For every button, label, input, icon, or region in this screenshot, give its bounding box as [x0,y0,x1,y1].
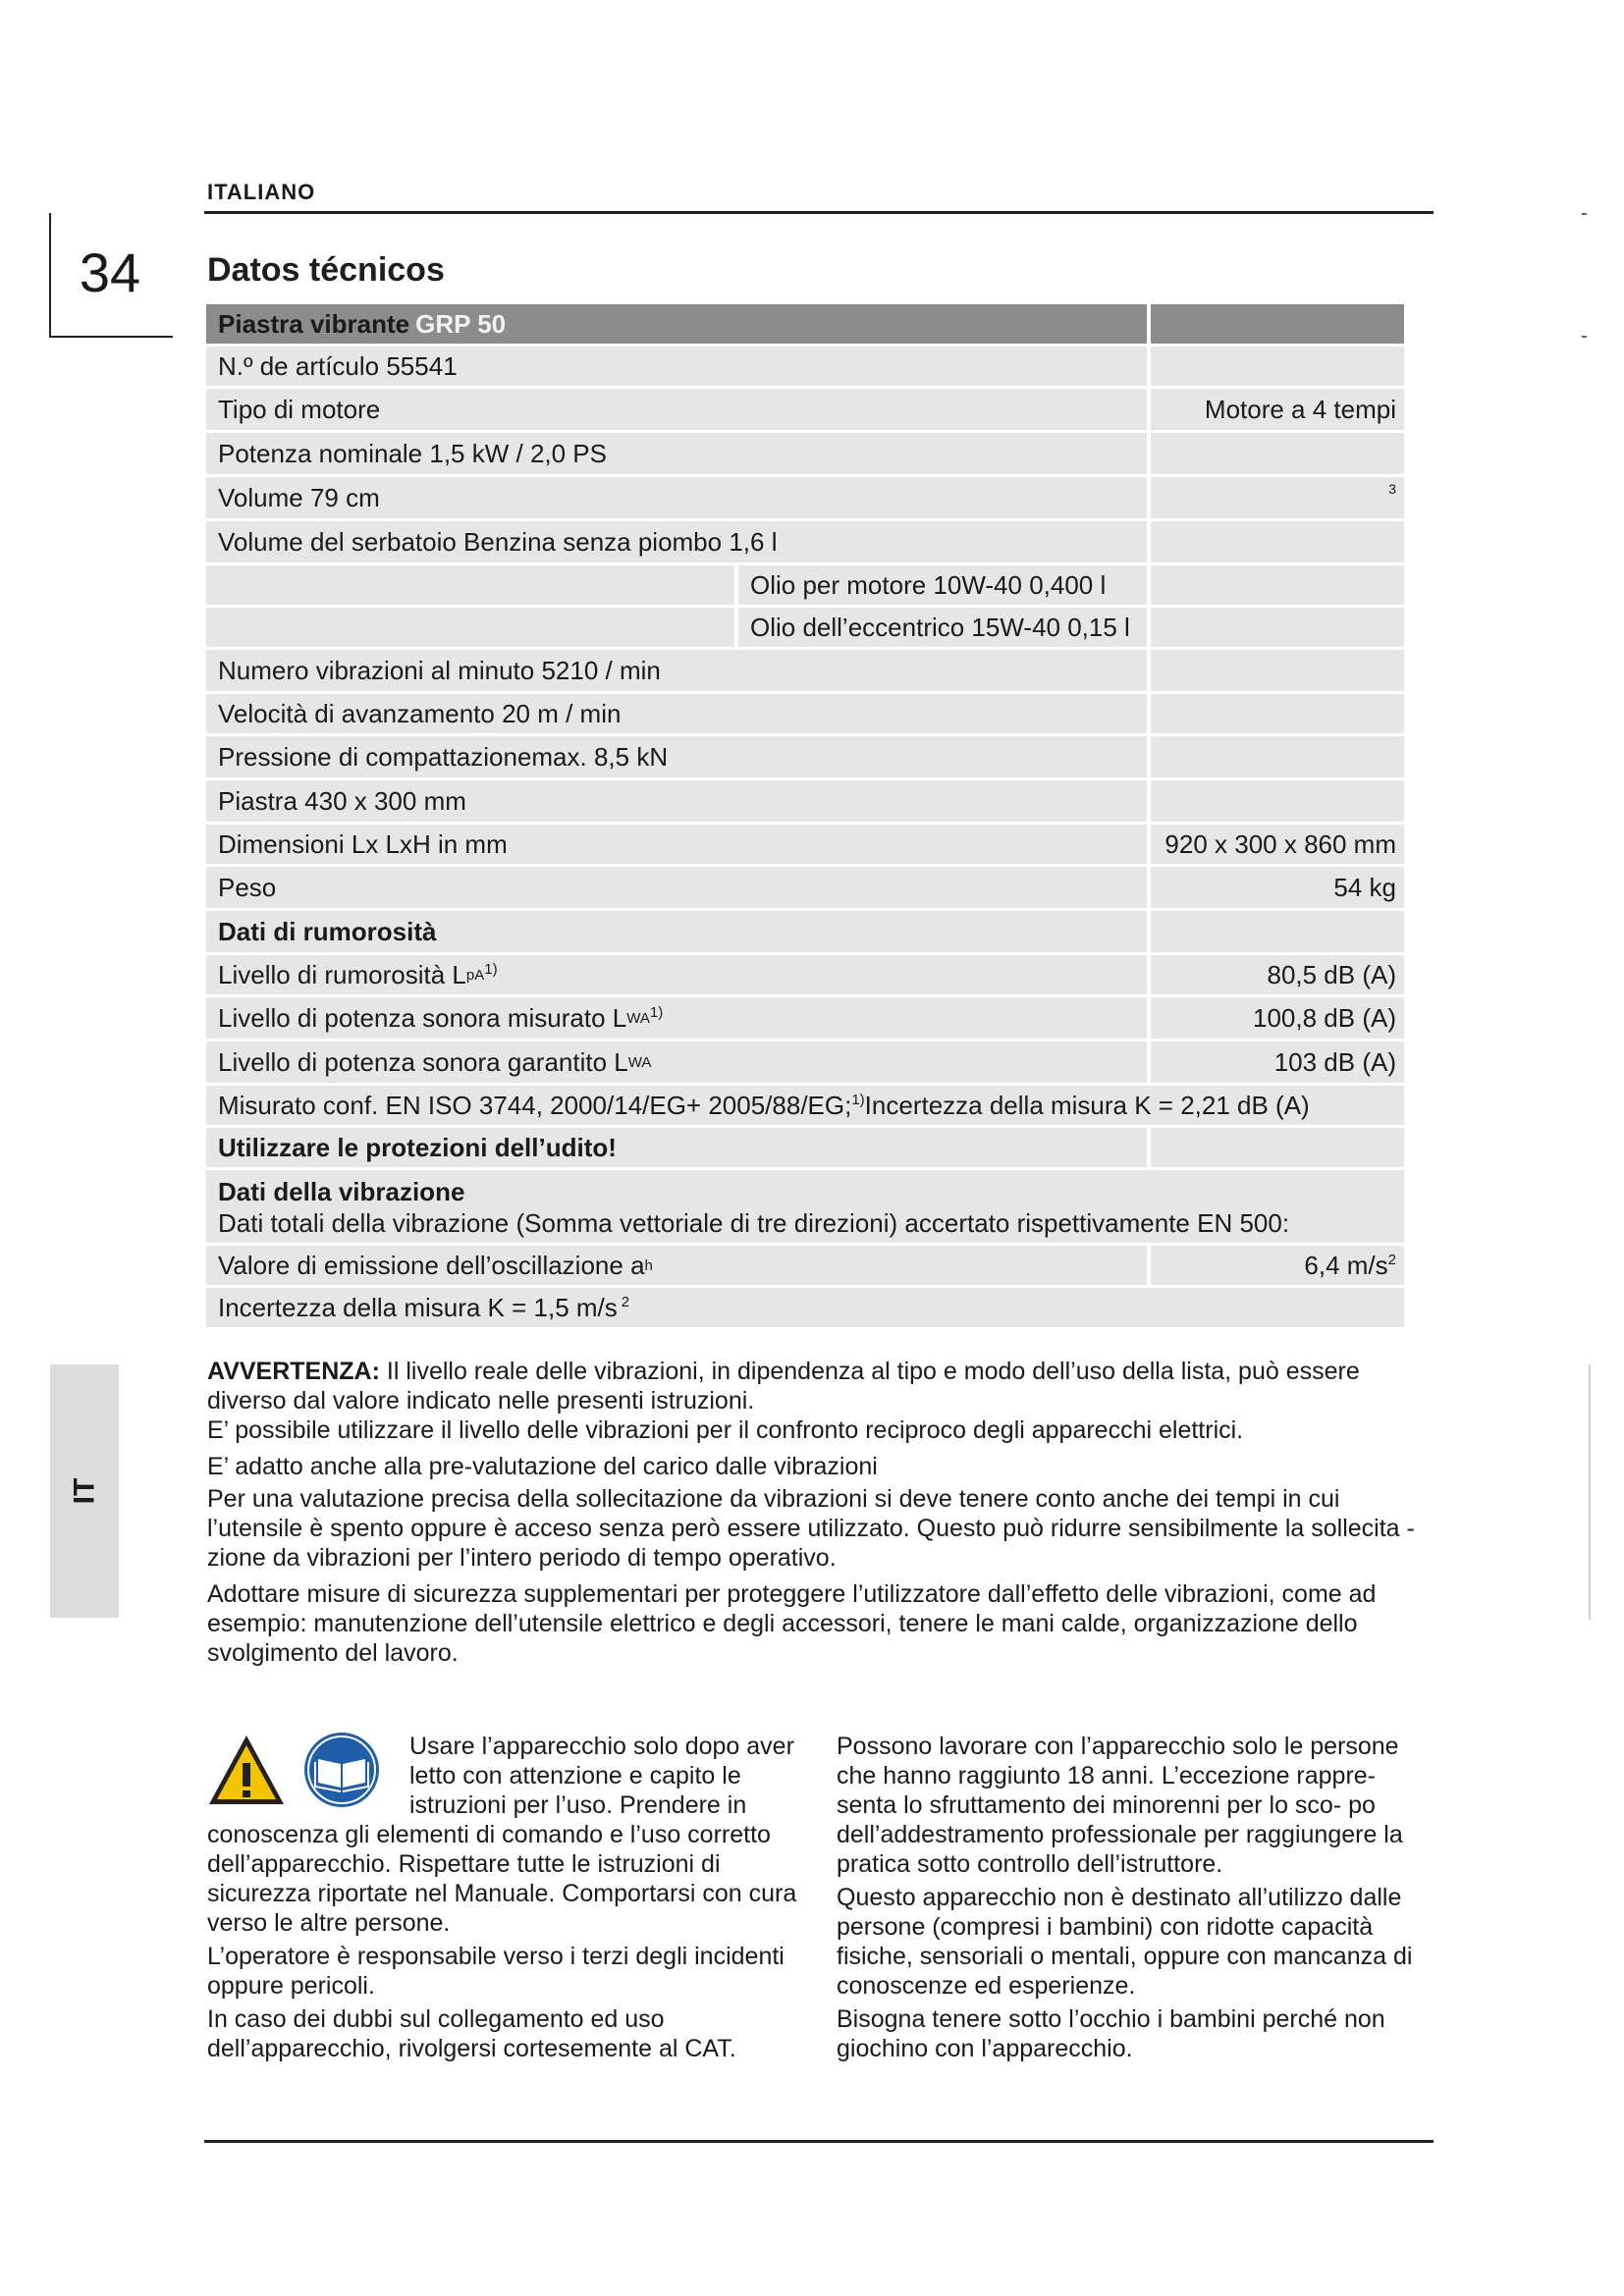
table-row [206,867,1404,908]
bottom-rule [204,2140,1434,2143]
lpa-sup: 1) [484,960,498,978]
row-sub-label: Olio per motore 10W-40 0,400 l [738,565,1147,605]
warning-paragraph-2: E’ possibile utilizzare il livello delle vibrazioni per il confronto reciproco degli apparecchi elettrici. [207,1416,1244,1444]
emission-sub: h [644,1256,653,1274]
row-value [1151,521,1404,562]
table-row [206,608,1404,647]
lwa-guaranteed-value: 103 dB (A) [1151,1041,1404,1083]
warning-paragraph-4: Per una valutazione precisa della sollecitazione da vibrazioni si deve tenere conto anche dei tempi in cui l’utensile è spento oppure è acceso senza però essere utilizzato. Questo può ridurre sensibilmente la sollecita - zione da vibrazioni per l’intero periodo di tempo operativo. [207,1485,1415,1572]
table-row [206,1128,1404,1167]
table-row [206,1041,1404,1083]
left-paragraph-3: In caso dei dubbi sul collegamento ed uso dell’apparecchio, rivolgersi cortesemente al CAT. [207,2005,736,2062]
warning-paragraph-5: Adottare misure di sicurezza supplementari per proteggere l’utilizzatore dall’effetto delle vibrazioni, come ad esempio: manutenzione dell’utensile elettrico e degli accessori, tenere le mani calde, organizzazione dello svolgimento del lavoro. [207,1580,1377,1667]
emission-sup: 2 [1387,1251,1396,1268]
row-value [1151,565,1404,605]
margin-mark [1582,213,1587,215]
page-number: 34 [79,241,141,303]
table-row [206,825,1404,864]
lpa-sub: pA [465,966,485,984]
table-header-row [206,304,1404,344]
row-value [1151,780,1404,822]
warning-paragraph-3: E’ adatto anche alla pre-valutazione del carico dalle vibrazioni [207,1453,878,1480]
warning-text: Il livello reale delle vibrazioni, in dipendenza al tipo e modo dell’uso della lista, può essere diverso dal valore indicato nelle presenti istruzioni. [207,1358,1360,1415]
table-row [206,780,1404,822]
table-row [206,477,1404,518]
row-value [1151,911,1404,952]
table-row [206,955,1404,994]
lwa-sup: 1) [649,1003,664,1021]
lwa-label: Livello di potenza sonora misurato L [218,1002,627,1033]
row-value: 54 kg [1151,867,1404,908]
product-name: Piastra vibrante [218,308,410,339]
table-row [206,389,1404,430]
vibration-title: Dati della vibrazione [218,1177,465,1206]
table-row [206,911,1404,952]
lpa-label: Livello di rumorosità L [218,959,466,989]
row-sub-label: Olio dell’eccentrico 15W-40 0,15 l [738,608,1147,647]
measurement-uncertainty: Incertezza della misura K = 2,21 dB (A) [864,1090,1310,1120]
row-value [1151,694,1404,733]
vibration-block [206,1170,1404,1243]
table-row [206,521,1404,562]
row-value [1151,608,1404,647]
table-row [206,1086,1404,1125]
warning-paragraph [207,1357,1433,1415]
table-row [206,1246,1404,1285]
table-row [206,694,1404,733]
lpa-value: 80,5 dB (A) [1151,955,1404,994]
section-title: Datos técnicos [207,251,445,289]
right-column [837,1732,1428,2067]
row-label: Potenza nominale 1,5 kW / 2,0 PS [206,433,1147,474]
row-label: Tipo di motore [206,389,1147,430]
row-label: Volume 79 cm [206,477,1147,518]
product-model: GRP 50 [415,308,507,339]
noise-section-title: Dati di rumorosità [206,911,1147,952]
warning-label: AVVERTENZA: [207,1358,380,1385]
table-row [206,565,1404,605]
vibration-description: Dati totali della vibrazione (Somma vettoriale di tre direzioni) accertato rispettivamente EN 500: [218,1208,1290,1238]
left-paragraph-2: L’operatore è responsabile verso i terzi degli incidenti oppure pericoli. [207,1943,785,2000]
top-rule [204,211,1434,214]
row-value: 3 [1151,477,1404,518]
left-column [207,1732,798,2067]
vibration-uncertainty-sup: 2 [621,1293,630,1310]
row-value: 920 x 300 x 860 mm [1151,825,1404,864]
measurement-note: Misurato conf. EN ISO 3744, 2000/14/EG+ 2005/88/EG; [218,1090,852,1120]
language-side-tab [50,1364,119,1618]
row-value [1151,736,1404,777]
emission-value: 6,4 m/s [1304,1250,1388,1280]
warning-triangle-icon [209,1735,284,1804]
row-label: Peso [206,867,1147,908]
language-header: ITALIANO [207,180,316,204]
read-manual-icon [304,1733,379,1807]
row-value [1151,650,1404,691]
left-paragraph-1: Usare l’apparecchio solo dopo aver letto con attenzione e capito le istruzioni per l’uso. Prendere in conoscenza gli elementi di comando e l’uso corretto dell’apparecchio. Rispettare tutte le istruzioni di sicurezza riportate nel Manuale. Comportarsi con cura verso le altre persone. [207,1733,797,1937]
header-right-cell [1151,304,1404,344]
row-label: Numero vibrazioni al minuto 5210 / min [206,650,1147,691]
table-row [206,1288,1404,1327]
row-label: Velocità di avanzamento 20 m / min [206,694,1147,733]
right-paragraph-1: Possono lavorare con l’apparecchio solo le persone che hanno raggiunto 18 anni. L’eccezione rappre- senta lo sfruttamento dei minorenni per lo sco- po dell’addestramento professionale per raggiungere la pratica sotto controllo dell’istruttore. [837,1733,1403,1878]
lwa-value: 100,8 dB (A) [1151,997,1404,1039]
right-paragraph-2: Questo apparecchio non è destinato all’utilizzo dalle persone (compresi i bambini) con ridotte capacità fisiche, sensoriali o mentali, oppure con mancanza di conoscenze ed esperienze. [837,1884,1413,2000]
table-row [206,433,1404,474]
language-side-tab-label: IT [67,1477,100,1505]
margin-mark [1582,336,1587,338]
row-label: Pressione di compattazionemax. 8,5 kN [206,736,1147,777]
table-row [206,347,1404,386]
vibration-uncertainty: Incertezza della misura K = 1,5 m/s [218,1292,618,1322]
measurement-sup: 1) [851,1091,865,1108]
row-label: N.º de artículo 55541 [206,347,1147,386]
table-row [206,997,1404,1039]
row-label: Volume del serbatoio Benzina senza piombo 1,6 l [206,521,1147,562]
row-label: Piastra 430 x 300 mm [206,780,1147,822]
lwa-guaranteed-sub: WA [627,1053,652,1071]
table-row [206,650,1404,691]
right-paragraph-3: Bisogna tenere sotto l’occhio i bambini perché non giochino con l’apparecchio. [837,2005,1385,2062]
safety-icons [207,1732,402,1808]
margin-line [1589,1364,1591,1620]
row-value [1151,347,1404,386]
hearing-protection-note: Utilizzare le protezioni dell’udito! [206,1128,1147,1167]
row-label: Dimensioni Lx LxH in mm [206,825,1147,864]
table-row [206,736,1404,777]
lwa-sub: WA [626,1009,650,1027]
row-value: Motore a 4 tempi [1151,389,1404,430]
emission-label: Valore di emissione dell’oscillazione a [218,1250,645,1280]
lwa-guaranteed-label: Livello di potenza sonora garantito L [218,1046,628,1077]
row-value [1151,433,1404,474]
